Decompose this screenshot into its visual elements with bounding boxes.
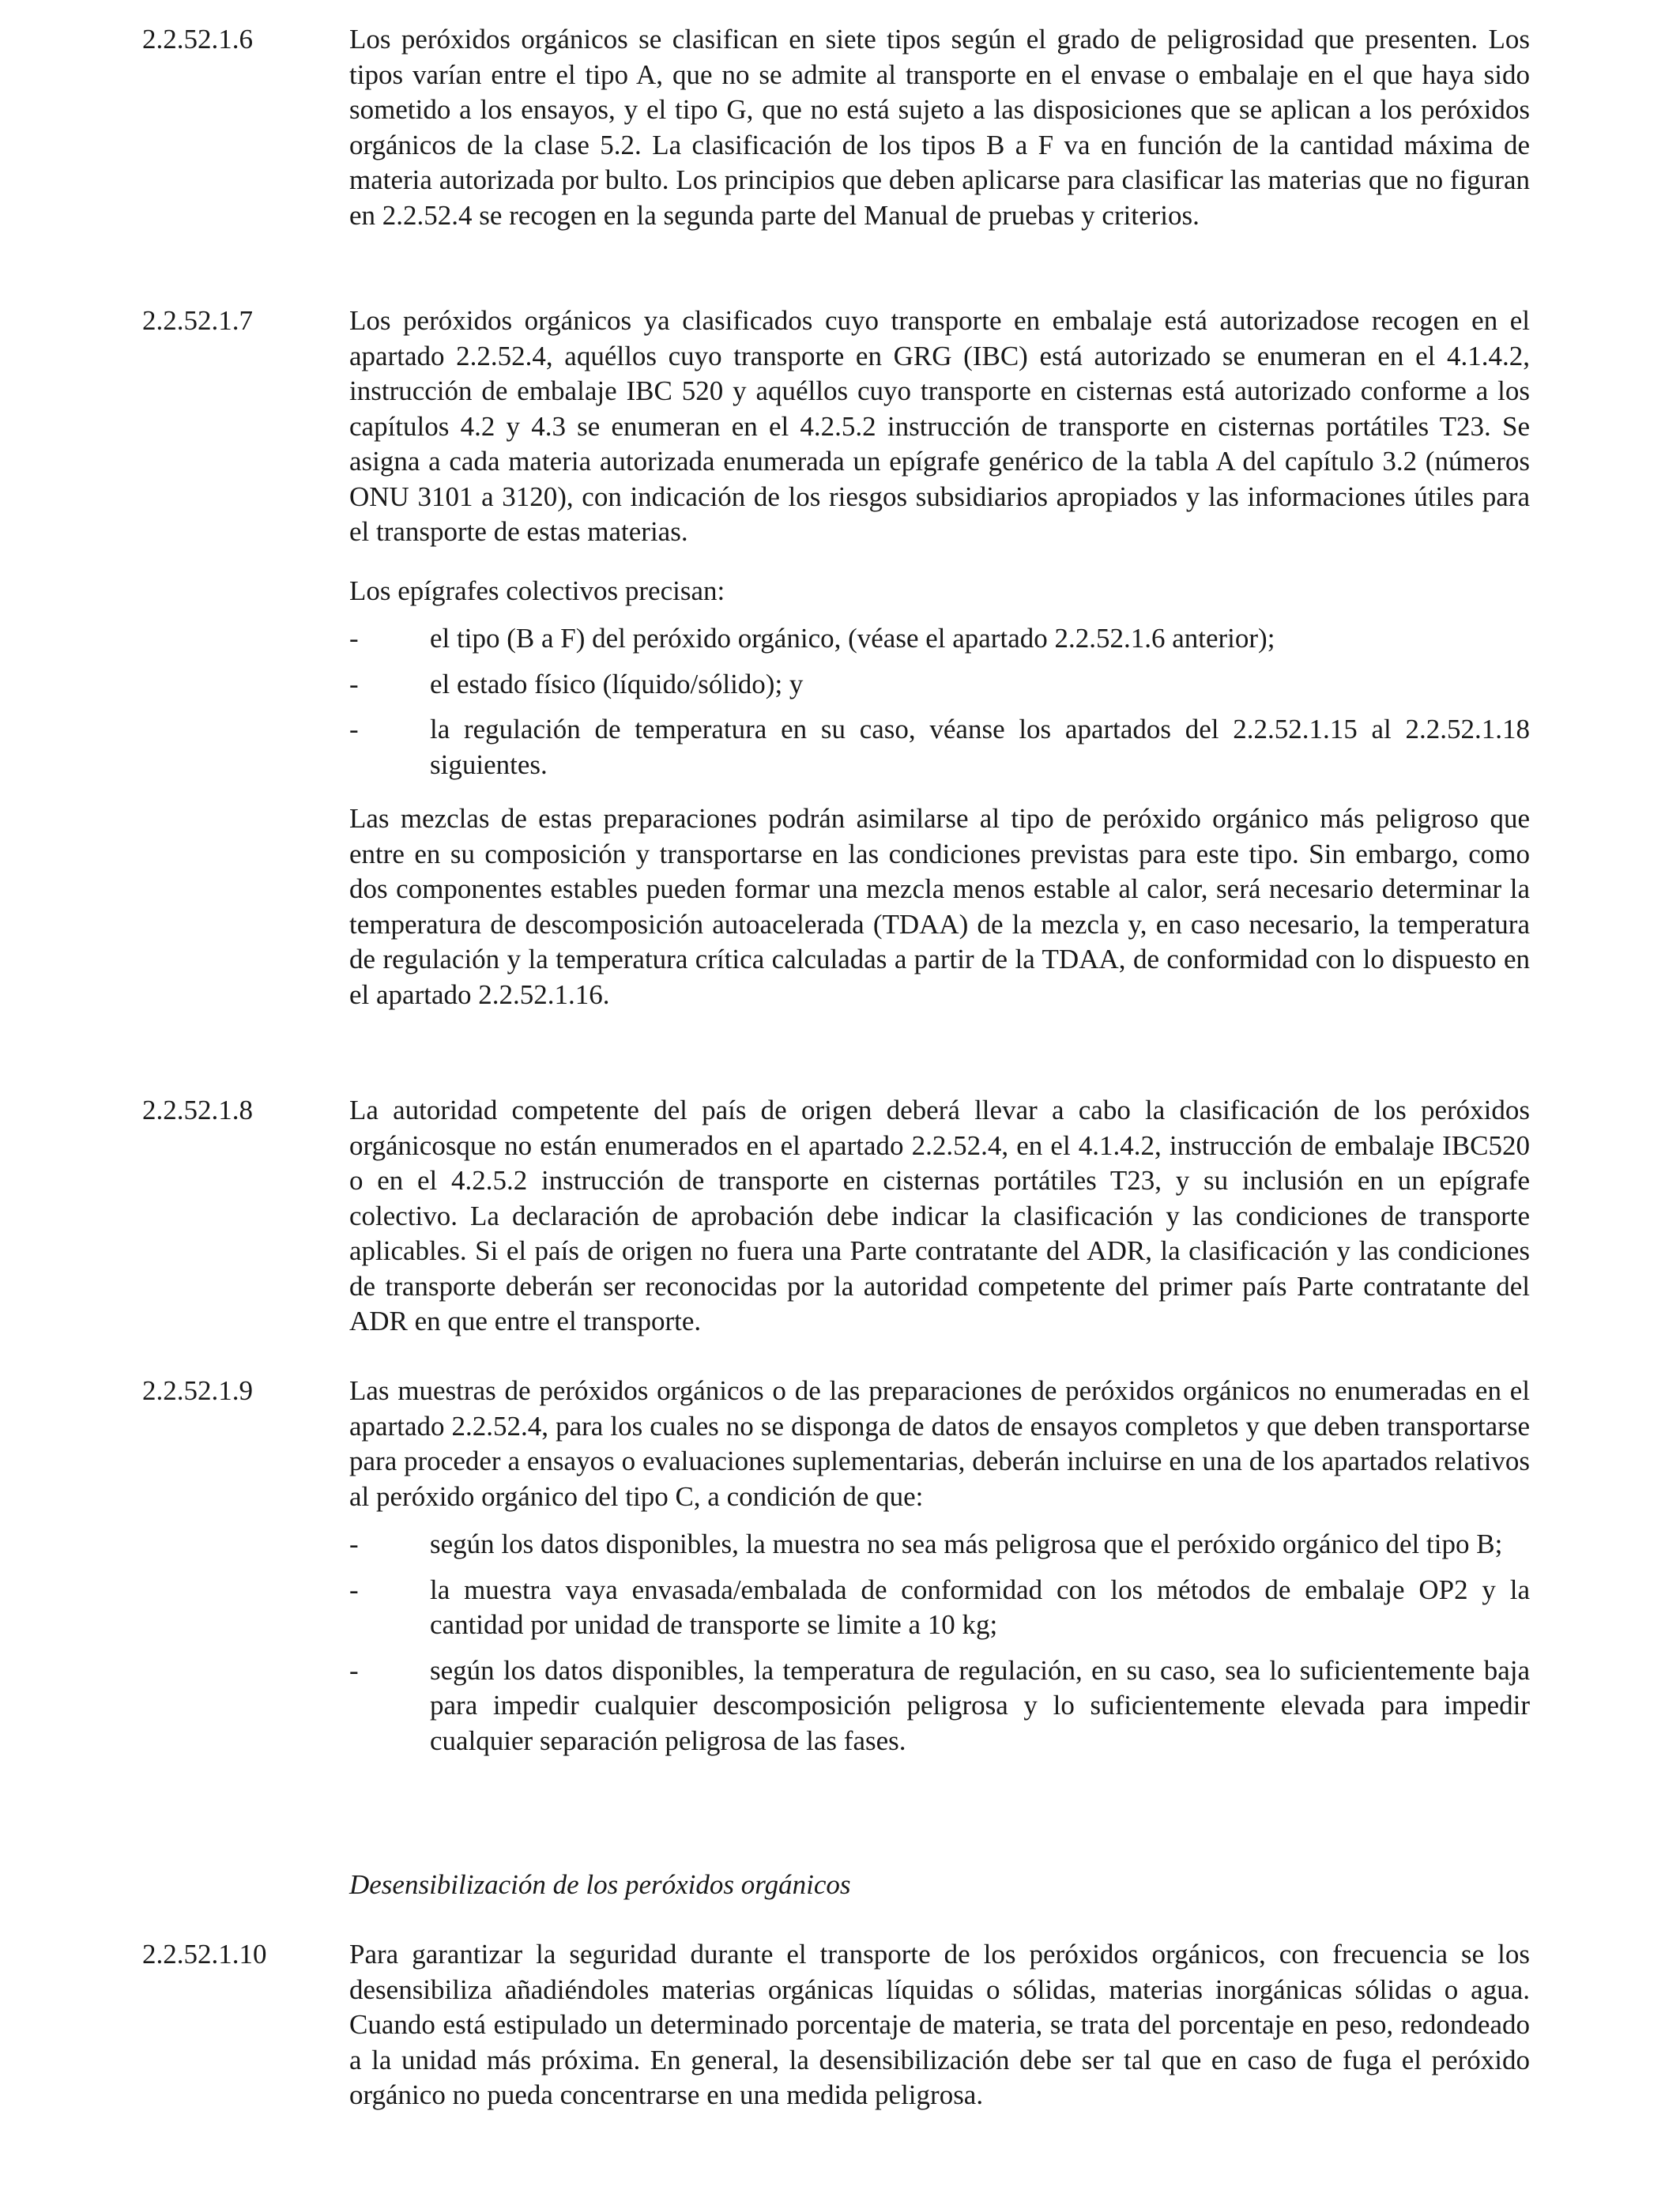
list-item bbox=[349, 1653, 1530, 1759]
section-number: 2.2.52.1.6 bbox=[142, 24, 253, 55]
paragraph: Los peróxidos orgánicos se clasifican en siete tipos según el grado de peligrosidad que presenten. Los tipos varían entre el tipo A, que no se admite al transporte en el envase o embalaje en el que haya sido sometido a los ensayos, y el tipo G, que no está sujeto a las disposiciones que se aplican a los peróxidos orgánicos de la clase 5.2. La clasificación de los tipos B a F va en función de la cantidad máxima de materia autorizada por bulto. Los principios que deben aplicarse para clasificar las materias que no figuran en 2.2.52.4 se recogen en la segunda parte del Manual de pruebas y criterios. bbox=[349, 24, 1530, 231]
list-item-text: el estado físico (líquido/sólido); y bbox=[430, 668, 804, 699]
dash-marker: - bbox=[349, 1654, 359, 1686]
dash-marker: - bbox=[349, 623, 359, 654]
section-number: 2.2.52.1.8 bbox=[142, 1095, 253, 1125]
list-item bbox=[349, 1527, 1530, 1563]
list-item-text: la muestra vaya envasada/embalada de conformidad con los métodos de embalaje OP2 y la cantidad por unidad de transporte se limite a 10 kg; bbox=[430, 1574, 1530, 1640]
list-item-text: según los datos disponibles, la temperatura de regulación, en su caso, sea lo suficientemente baja para impedir cualquier descomposición peligrosa y lo suficientemente elevada para impedir cualquier separación peligrosa de las fases. bbox=[430, 1654, 1530, 1756]
section-body bbox=[349, 22, 1530, 233]
list-item bbox=[349, 621, 1530, 657]
list-item-text: la regulación de temperatura en su caso, véanse los apartados del 2.2.52.1.15 al 2.2.52.1.18 siguientes. bbox=[430, 714, 1530, 780]
section-body bbox=[349, 1937, 1530, 2113]
list-item bbox=[349, 712, 1530, 782]
dash-marker: - bbox=[349, 1529, 359, 1559]
list-item bbox=[349, 1573, 1530, 1643]
subheading: Desensibilización de los peróxidos orgánicos bbox=[349, 1869, 851, 1900]
bullet-list bbox=[349, 1527, 1530, 1759]
list-item bbox=[349, 667, 1530, 703]
section-number: 2.2.52.1.9 bbox=[142, 1375, 253, 1406]
section-body bbox=[349, 1093, 1530, 1340]
paragraph: Los epígrafes colectivos precisan: bbox=[349, 575, 725, 606]
paragraph: Las muestras de peróxidos orgánicos o de las preparaciones de peróxidos orgánicos no enumeradas en el apartado 2.2.52.4, para los cuales no se disponga de datos de ensayos completos y que deben transportarse para proceder a ensayos o evaluaciones suplementarias, deberán incluirse en una de los apartados relativos al peróxido orgánico del tipo C, a condición de que: bbox=[349, 1375, 1530, 1512]
bullet-list bbox=[349, 621, 1530, 782]
section-body bbox=[349, 1868, 1530, 1903]
paragraph: Las mezclas de estas preparaciones podrán asimilarse al tipo de peróxido orgánico más peligroso que entre en su composición y transportarse en las condiciones previstas para este tipo. Sin embargo, como dos componentes estables pueden formar una mezcla menos estable al calor, será necesario determinar la temperatura de descomposición autoacelerada (TDAA) de la mezcla y, en caso necesario, la temperatura de regulación y la temperatura crítica calculadas a partir de la TDAA, de conformidad con lo dispuesto en el apartado 2.2.52.1.16. bbox=[349, 803, 1530, 1010]
section-number: 2.2.52.1.10 bbox=[142, 1939, 267, 1970]
paragraph: Los peróxidos orgánicos ya clasificados cuyo transporte en embalaje está autorizadose recogen en el apartado 2.2.52.4, aquéllos cuyo transporte en GRG (IBC) está autorizado se enumeran en el 4.1.4.2, instrucción de embalaje IBC 520 y aquéllos cuyo transporte en cisternas está autorizado conforme a los capítulos 4.2 y 4.3 se enumeran en el 4.2.5.2 instrucción de transporte en cisternas portátiles T23. Se asigna a cada materia autorizada enumerada un epígrafe genérico de la tabla A del capítulo 3.2 (números ONU 3101 a 3120), con indicación de los riesgos subsidiarios apropiados y las informaciones útiles para el transporte de estas materias. bbox=[349, 305, 1530, 547]
dash-marker: - bbox=[349, 714, 359, 745]
list-item-text: según los datos disponibles, la muestra no sea más peligrosa que el peróxido orgánico del tipo B; bbox=[430, 1529, 1503, 1559]
dash-marker: - bbox=[349, 1574, 359, 1605]
section-body bbox=[349, 1374, 1530, 1769]
dash-marker: - bbox=[349, 668, 359, 699]
section-body bbox=[349, 303, 1530, 1012]
paragraph: La autoridad competente del país de origen deberá llevar a cabo la clasificación de los peróxidos orgánicosque no están enumerados en el apartado 2.2.52.4, en el 4.1.4.2, instrucción de embalaje IBC520 o en el 4.2.5.2 instrucción de transporte en cisternas portátiles T23, y su inclusión en un epígrafe colectivo. La declaración de aprobación debe indicar la clasificación y las condiciones de transporte aplicables. Si el país de origen no fuera una Parte contratante del ADR, la clasificación y las condiciones de transporte deberán ser reconocidas por la autoridad competente del primer país Parte contratante del ADR en que entre el transporte. bbox=[349, 1095, 1530, 1336]
list-item-text: el tipo (B a F) del peróxido orgánico, (véase el apartado 2.2.52.1.6 anterior); bbox=[430, 623, 1275, 654]
section-number: 2.2.52.1.7 bbox=[142, 305, 253, 336]
paragraph: Para garantizar la seguridad durante el transporte de los peróxidos orgánicos, con frecuencia se los desensibiliza añadiéndoles materias orgánicas líquidas o sólidas, materias inorgánicas sólidas o agua. Cuando está estipulado un determinado porcentaje de materia, se trata del porcentaje en peso, redondeado a la unidad más próxima. En general, la desensibilización debe ser tal que en caso de fuga el peróxido orgánico no pueda concentrarse en una medida peligrosa. bbox=[349, 1939, 1530, 2110]
